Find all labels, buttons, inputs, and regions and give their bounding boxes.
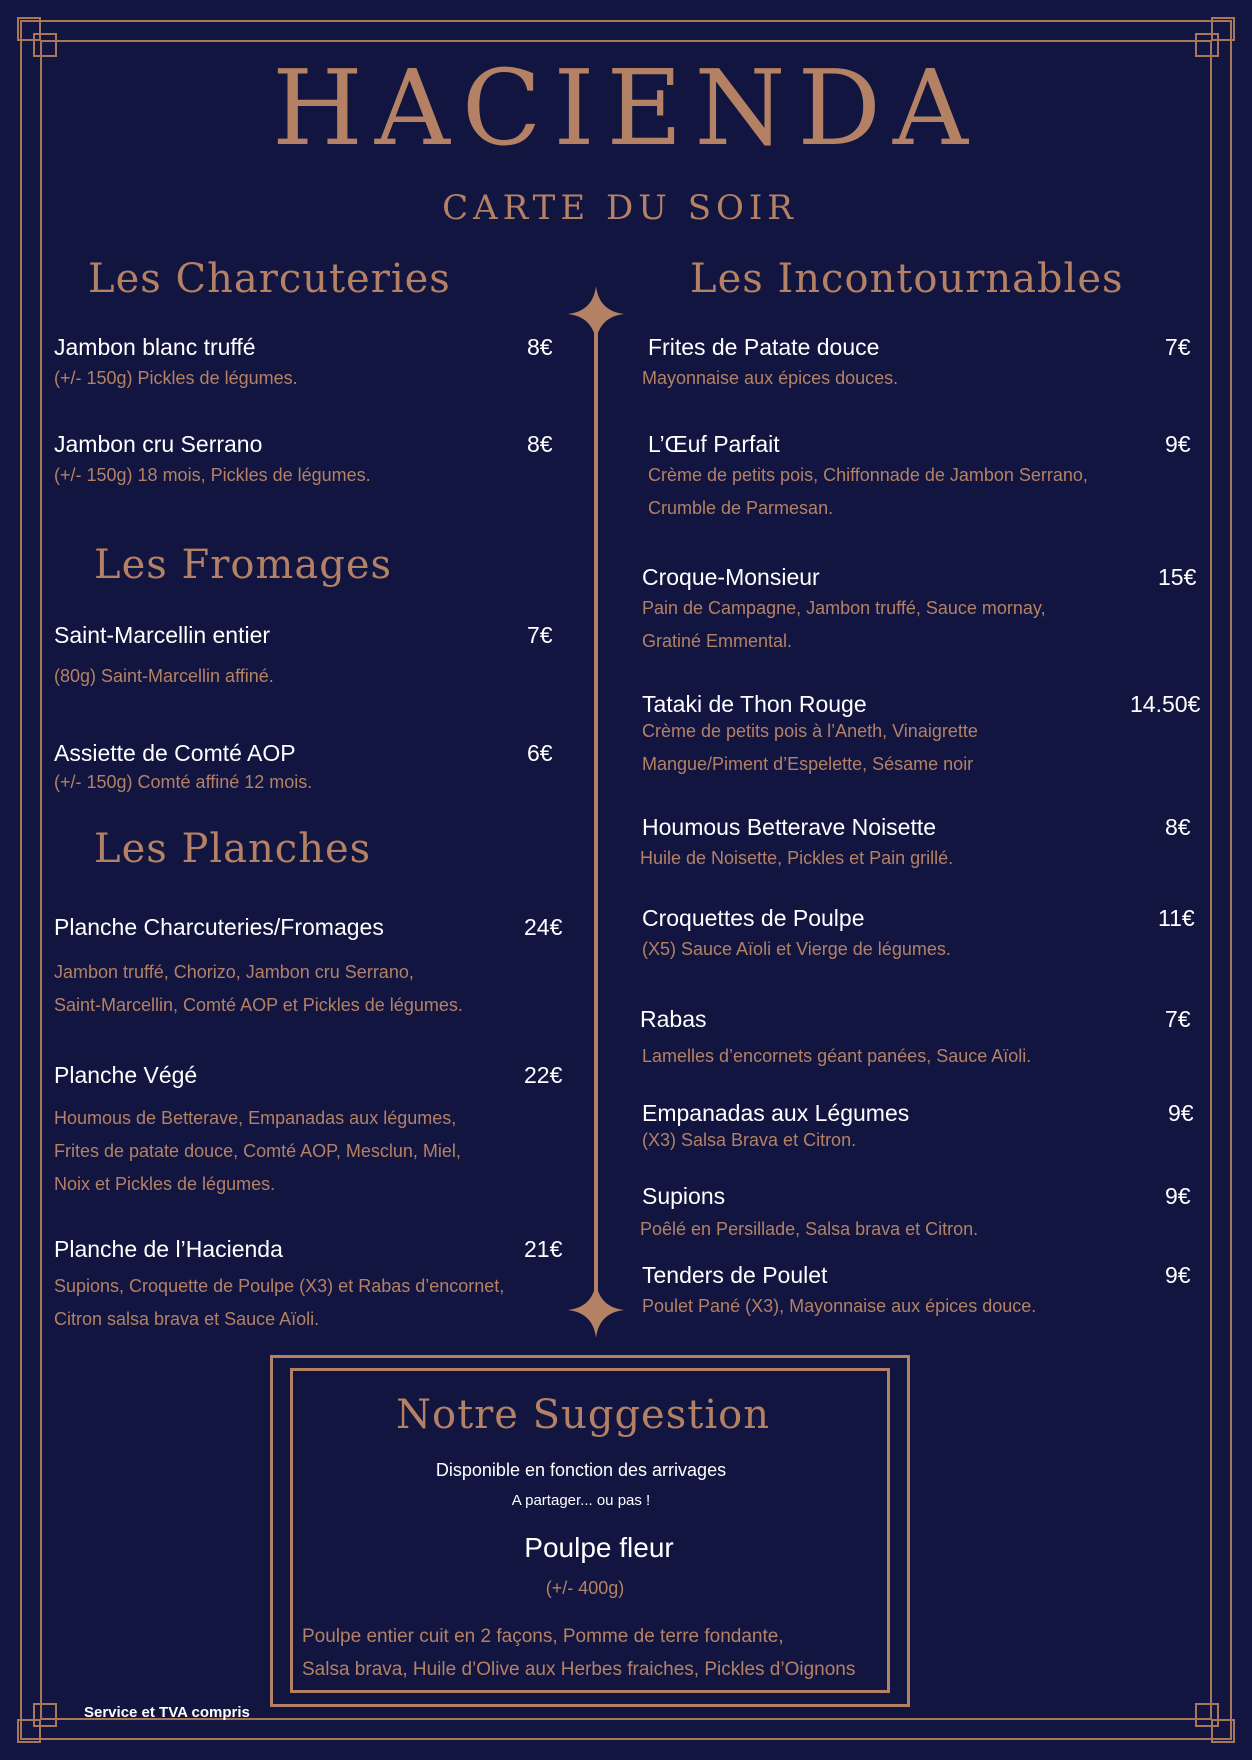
menu-subtitle: CARTE DU SOIR [442,188,798,228]
item-name: Houmous Betterave Noisette [642,814,937,840]
item-name: Saint-Marcellin entier [54,622,271,648]
item-description: (X3) Salsa Brava et Citron. [642,1130,857,1150]
item-description: Lamelles d’encornets géant panées, Sauce Aïoli. [642,1046,1032,1066]
item-price: 21€ [524,1236,563,1262]
item-price: 7€ [1165,334,1191,360]
item-name: Tenders de Poulet [642,1262,828,1288]
suggestion-availability: Disponible en fonction des arrivages [435,1460,727,1480]
menu-item [642,1100,1202,1160]
item-name: Croquettes de Poulpe [642,905,865,931]
item-price: 15€ [1158,564,1197,590]
suggestion-dish-description [302,1620,892,1686]
menu-item [54,334,554,404]
item-name: Planche Végé [54,1062,198,1088]
item-name: Jambon blanc truffé [54,334,256,360]
item-price: 8€ [527,431,553,457]
item-description: Mayonnaise aux épices douces. [642,368,899,388]
item-price: 9€ [1168,1100,1194,1126]
menu-item [54,914,564,1024]
item-description: Mangue/Piment d’Espelette, Sésame noir [642,754,974,774]
item-description: Supions, Croquette de Poulpe (X3) et Rabas d’encornet, [54,1276,505,1296]
item-name: L’Œuf Parfait [648,431,780,457]
item-name: Frites de Patate douce [648,334,880,360]
suggestion-description-line: Poulpe entier cuit en 2 façons, Pomme de terre fondante, [302,1626,784,1647]
item-name: Empanadas aux Légumes [642,1100,910,1126]
item-price: 14.50€ [1130,691,1201,717]
suggestion-tagline: A partager... ou pas ! [511,1492,651,1509]
item-price: 22€ [524,1062,563,1088]
item-price: 24€ [524,914,563,940]
footer-note: Service et TVA compris [84,1704,250,1721]
item-description: (+/- 150g) Comté affiné 12 mois. [54,772,313,792]
menu-item [54,1062,564,1202]
item-price: 11€ [1158,905,1195,931]
menu-item [54,622,554,692]
menu-item [640,1006,1200,1076]
item-description: Crumble de Parmesan. [648,498,834,518]
corner-ornament-bottom-left [16,1684,76,1744]
item-name: Jambon cru Serrano [54,431,263,457]
item-description: Poêlé en Persillade, Salsa brava et Citron. [640,1219,979,1239]
item-description: Jambon truffé, Chorizo, Jambon cru Serrano, [54,962,414,982]
suggestion-dish-name: Poulpe fleur [524,1532,674,1563]
item-description: Noix et Pickles de légumes. [54,1174,276,1194]
menu-item [54,740,554,800]
item-description: Pain de Campagne, Jambon truffé, Sauce mornay, [642,598,1046,618]
item-name: Planche de l’Hacienda [54,1236,283,1262]
restaurant-name: HACIENDA [272,47,980,169]
menu-item [642,1262,1202,1322]
corner-ornament-bottom-right [1176,1684,1236,1744]
item-name: Croque-Monsieur [642,564,820,590]
section-title-planches: Les Planches [94,826,372,872]
item-name: Planche Charcuteries/Fromages [54,914,384,940]
item-name: Tataki de Thon Rouge [642,691,867,717]
menu-item [642,334,1202,404]
item-price: 7€ [1165,1006,1191,1032]
item-description: Saint-Marcellin, Comté AOP et Pickles de légumes. [54,995,463,1015]
menu-item [642,691,1212,791]
menu-item [54,431,554,501]
menu-item [640,814,1200,884]
item-name: Assiette de Comté AOP [54,740,296,766]
item-description: (+/- 150g) 18 mois, Pickles de légumes. [54,465,371,485]
item-price: 8€ [527,334,553,360]
item-description: (80g) Saint-Marcellin affiné. [54,666,274,686]
item-name: Supions [642,1183,726,1209]
item-price: 9€ [1165,431,1191,457]
section-title-fromages: Les Fromages [94,542,393,588]
menu-item [54,1236,564,1346]
item-description: Gratiné Emmental. [642,631,793,651]
suggestion-description-line: Salsa brava, Huile d’Olive aux Herbes fraiches, Pickles d’Oignons [302,1659,856,1680]
menu-item [642,905,1202,975]
item-description: Crème de petits pois, Chiffonnade de Jambon Serrano, [648,465,1088,485]
item-price: 9€ [1165,1262,1191,1288]
item-price: 9€ [1165,1183,1191,1209]
item-description: (+/- 150g) Pickles de légumes. [54,368,298,388]
column-divider [560,280,632,1340]
item-description: Huile de Noisette, Pickles et Pain grillé. [640,848,954,868]
suggestion-dish-weight: (+/- 400g) [545,1578,625,1598]
item-price: 8€ [1165,814,1191,840]
item-name: Rabas [640,1006,707,1032]
menu-item [642,564,1202,664]
menu-item [642,431,1202,531]
item-description: (X5) Sauce Aïoli et Vierge de légumes. [642,939,951,959]
item-description: Citron salsa brava et Sauce Aïoli. [54,1309,320,1329]
item-description: Houmous de Betterave, Empanadas aux légumes, [54,1108,457,1128]
item-price: 7€ [527,622,553,648]
item-description: Frites de patate douce, Comté AOP, Mesclun, Miel, [54,1141,461,1161]
item-description: Crème de petits pois à l’Aneth, Vinaigrette [642,721,978,741]
item-description: Poulet Pané (X3), Mayonnaise aux épices douce. [642,1296,1037,1316]
menu-item [640,1183,1200,1243]
item-price: 6€ [527,740,553,766]
section-title-incontournables: Les Incontournables [690,256,1124,302]
suggestion-title: Notre Suggestion [396,1392,770,1438]
section-title-charcuteries: Les Charcuteries [88,256,451,302]
